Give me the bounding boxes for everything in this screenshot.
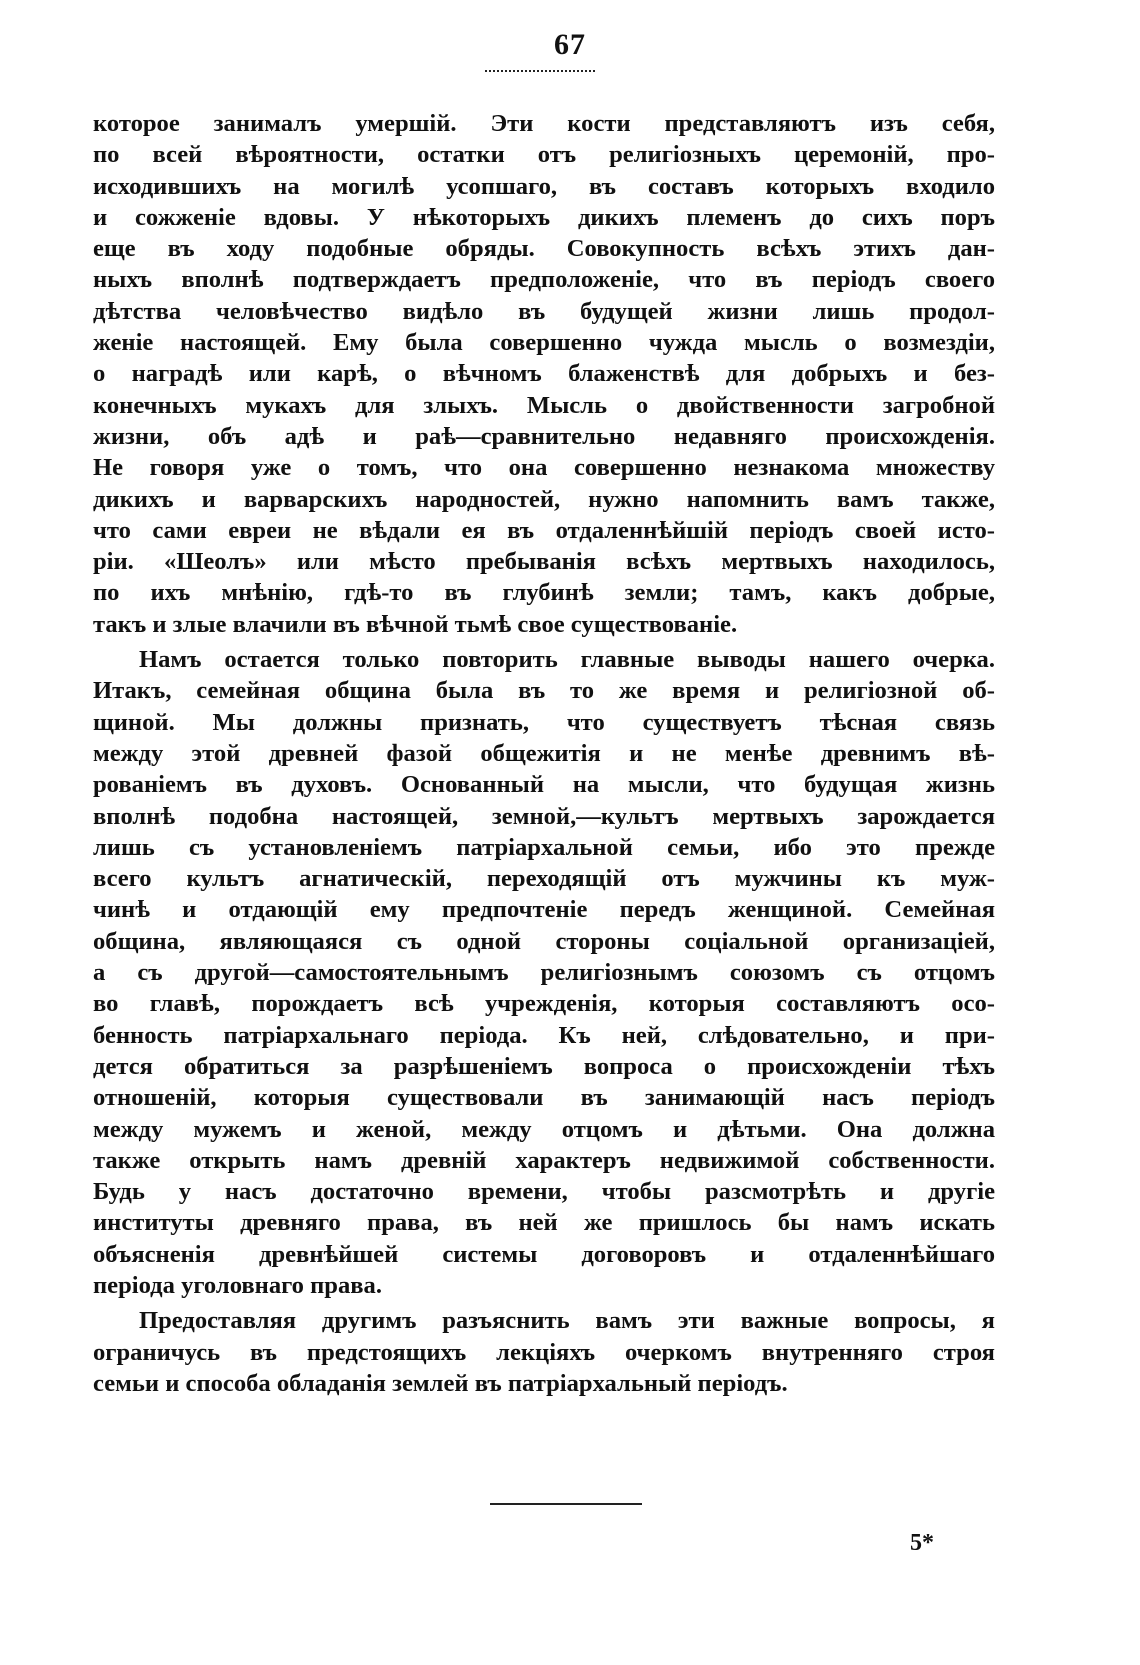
text-line: такъ и злые влачили въ вѣчной тьмѣ свое существованіе. xyxy=(93,610,738,638)
text-line: ныхъ вполнѣ подтверждаетъ предположеніе, что въ періодъ своего xyxy=(93,266,995,294)
text-line: женіе настоящей. Ему была совершенно чужда мысль о возмездіи, xyxy=(93,329,995,357)
paragraph-1 xyxy=(93,108,995,640)
text-line: еще въ ходу подобные обряды. Совокупность всѣхъ этихъ дан- xyxy=(93,235,995,263)
section-end-rule xyxy=(490,1503,642,1505)
text-line: также открыть намъ древній характеръ недвижимой собственности. xyxy=(93,1146,995,1174)
text-line: что сами евреи не вѣдали ея въ отдаленнѣйшій періодъ своей исто- xyxy=(93,516,995,544)
text-line: щиной. Мы должны признать, что существуетъ тѣсная связь xyxy=(93,708,995,736)
text-line: вполнѣ подобна настоящей, земной,—культъ мертвыхъ зарождается xyxy=(93,802,995,830)
text-line: а съ другой—самостоятельнымъ религіознымъ союзомъ съ отцомъ xyxy=(93,959,995,987)
text-line: исходившихъ на могилѣ усопшаго, въ составъ которыхъ входило xyxy=(93,172,995,200)
text-line: рованіемъ въ духовъ. Основанный на мысли, что будущая жизнь xyxy=(93,771,995,799)
text-line: община, являющаяся съ одной стороны соціальной организаціей, xyxy=(93,927,995,955)
text-line: бенность патріархальнаго періода. Къ ней, слѣдовательно, и при- xyxy=(93,1021,995,1049)
text-line: ріи. «Шеолъ» или мѣсто пребыванія всѣхъ мертвыхъ находилось, xyxy=(93,548,995,576)
text-line: дется обратиться за разрѣшеніемъ вопроса о происхожденіи тѣхъ xyxy=(93,1052,995,1080)
text-line: которое занималъ умершій. Эти кости представляютъ изъ себя, xyxy=(93,110,995,137)
text-line: между мужемъ и женой, между отцомъ и дѣтьми. Она должна xyxy=(93,1115,995,1143)
dotted-rule xyxy=(485,70,595,72)
text-line: Итакъ, семейная община была въ то же время и религіозной об- xyxy=(93,677,995,705)
text-line: объясненія древнѣйшей системы договоровъ и отдаленнѣйшаго xyxy=(93,1240,995,1268)
text-line: институты древняго права, въ ней же пришлось бы намъ искать xyxy=(93,1209,995,1237)
text-line: Намъ остается только повторить главные выводы нашего очерка. xyxy=(139,646,995,674)
text-line: періода уголовнаго права. xyxy=(93,1271,382,1299)
text-line: Не говоря уже о томъ, что она совершенно незнакома множеству xyxy=(93,454,995,482)
text-line: о наградѣ или карѣ, о вѣчномъ блаженствѣ для добрыхъ и без- xyxy=(93,360,995,388)
text-line: во главѣ, порождаетъ всѣ учрежденія, которыя составляютъ осо- xyxy=(93,990,995,1018)
text-line: лишь съ установленіемъ патріархальной семьи, ибо это прежде xyxy=(93,833,995,861)
text-line: отношеній, которыя существовали въ занимающій насъ періодъ xyxy=(93,1084,995,1112)
paragraph-3 xyxy=(93,1305,995,1399)
page-number: 67 xyxy=(554,28,586,61)
body-text xyxy=(93,108,995,1399)
text-line: Предоставляя другимъ разъяснить вамъ эти важные вопросы, я xyxy=(139,1307,995,1335)
signature-mark: 5* xyxy=(910,1530,934,1556)
text-line: дѣтства человѣчество видѣло въ будущей жизни лишь продол- xyxy=(93,297,995,325)
text-line: дикихъ и варварскихъ народностей, нужно напомнить вамъ также, xyxy=(93,485,995,513)
text-line: чинѣ и отдающій ему предпочтеніе передъ женщиной. Семейная xyxy=(93,896,995,924)
text-line: по ихъ мнѣнію, гдѣ-то въ глубинѣ земли; тамъ, какъ добрые, xyxy=(93,579,995,607)
text-line: семьи и способа обладанія землей въ патріархальный періодъ. xyxy=(93,1369,788,1397)
text-line: жизни, объ адѣ и раѣ—сравнительно недавняго происхожденія. xyxy=(93,422,995,450)
text-line: между этой древней фазой общежитія и не менѣе древнимъ вѣ- xyxy=(93,739,995,767)
text-line: всего культъ агнатическій, переходящій отъ мужчины къ муж- xyxy=(93,865,995,893)
text-line: конечныхъ мукахъ для злыхъ. Мысль о двойственности загробной xyxy=(93,391,995,419)
text-line: Будь у насъ достаточно времени, чтобы разсмотрѣть и другіе xyxy=(93,1178,995,1206)
paragraph-2 xyxy=(93,644,995,1301)
text-line: и сожженіе вдовы. У нѣкоторыхъ дикихъ племенъ до сихъ поръ xyxy=(93,203,995,231)
text-line: по всей вѣроятности, остатки отъ религіозныхъ церемоній, про- xyxy=(93,141,995,169)
text-line: ограничусь въ предстоящихъ лекціяхъ очеркомъ внутренняго строя xyxy=(93,1338,995,1366)
